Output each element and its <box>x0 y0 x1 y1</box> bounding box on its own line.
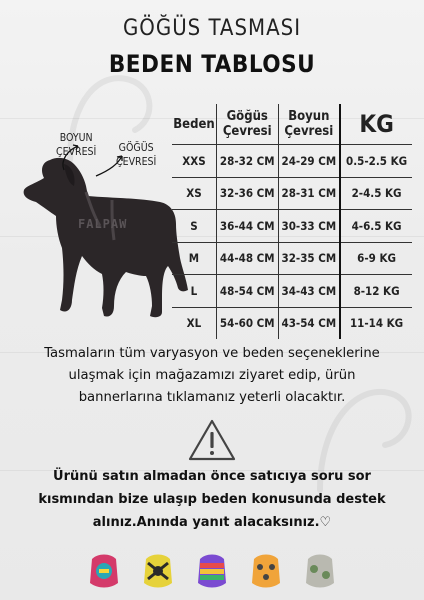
cell-chest: 36-44 CM <box>216 210 278 243</box>
header-kg: KG <box>340 104 412 145</box>
cell-size: M <box>172 242 216 275</box>
cell-chest: 44-48 CM <box>216 242 278 275</box>
harness-yellow-icon <box>138 549 178 591</box>
cell-neck: 32-35 CM <box>278 242 340 275</box>
header-neck: Boyun Çevresi <box>278 104 340 145</box>
table-header-row <box>172 104 412 145</box>
chest-label: GÖĞÜS ÇEVRESİ <box>116 142 157 168</box>
cell-size: S <box>172 210 216 243</box>
harness-orange-icon <box>246 549 286 591</box>
cell-kg: 8-12 KG <box>340 275 412 308</box>
table-row <box>172 275 412 308</box>
cell-neck: 24-29 CM <box>278 145 340 178</box>
cell-kg: 11-14 KG <box>340 307 412 339</box>
dog-silhouette-icon <box>14 130 190 330</box>
cell-neck: 28-31 CM <box>278 177 340 210</box>
warning-paragraph: Ürünü satın almadan önce satıcıya soru sor kısmından bize ulaşıp beden konusunda destek alınız.Anında yanıt alacaksınız.♡ <box>38 469 386 530</box>
cell-size: XL <box>172 307 216 339</box>
page-title: GÖĞÜS TASMASI <box>122 16 302 41</box>
table-row <box>172 210 412 243</box>
cell-kg: 0.5-2.5 KG <box>340 145 412 178</box>
harness-grey-icon <box>300 549 340 591</box>
harness-pink-icon <box>84 549 124 591</box>
brand-watermark: FALPAW <box>78 217 128 231</box>
neck-label: BOYUN ÇEVRESİ <box>56 132 97 158</box>
cell-size: L <box>172 275 216 308</box>
cell-size: XXS <box>172 145 216 178</box>
cell-size: XS <box>172 177 216 210</box>
cell-neck: 30-33 CM <box>278 210 340 243</box>
harness-rainbow-icon <box>192 549 232 591</box>
table-row <box>172 145 412 178</box>
product-thumbnails <box>84 549 340 593</box>
warning-triangle-icon <box>187 418 237 462</box>
header-chest: Göğüs Çevresi <box>216 104 278 145</box>
table-row <box>172 307 412 339</box>
cell-kg: 6-9 KG <box>340 242 412 275</box>
cell-neck: 43-54 CM <box>278 307 340 339</box>
table-row <box>172 242 412 275</box>
table-row <box>172 177 412 210</box>
cell-chest: 32-36 CM <box>216 177 278 210</box>
cell-chest: 48-54 CM <box>216 275 278 308</box>
cell-kg: 2-4.5 KG <box>340 177 412 210</box>
size-table <box>172 104 412 339</box>
header-size: Beden <box>173 116 215 132</box>
cell-chest: 54-60 CM <box>216 307 278 339</box>
info-paragraph: Tasmaların tüm varyasyon ve beden seçeneklerine ulaşmak için mağazamızı ziyaret edip, ürün bannerlarına tıklamanız yeterli olacaktır. <box>44 346 380 405</box>
cell-kg: 4-6.5 KG <box>340 210 412 243</box>
cell-chest: 28-32 CM <box>216 145 278 178</box>
page-subtitle: BEDEN TABLOSU <box>108 50 316 78</box>
cell-neck: 34-43 CM <box>278 275 340 308</box>
